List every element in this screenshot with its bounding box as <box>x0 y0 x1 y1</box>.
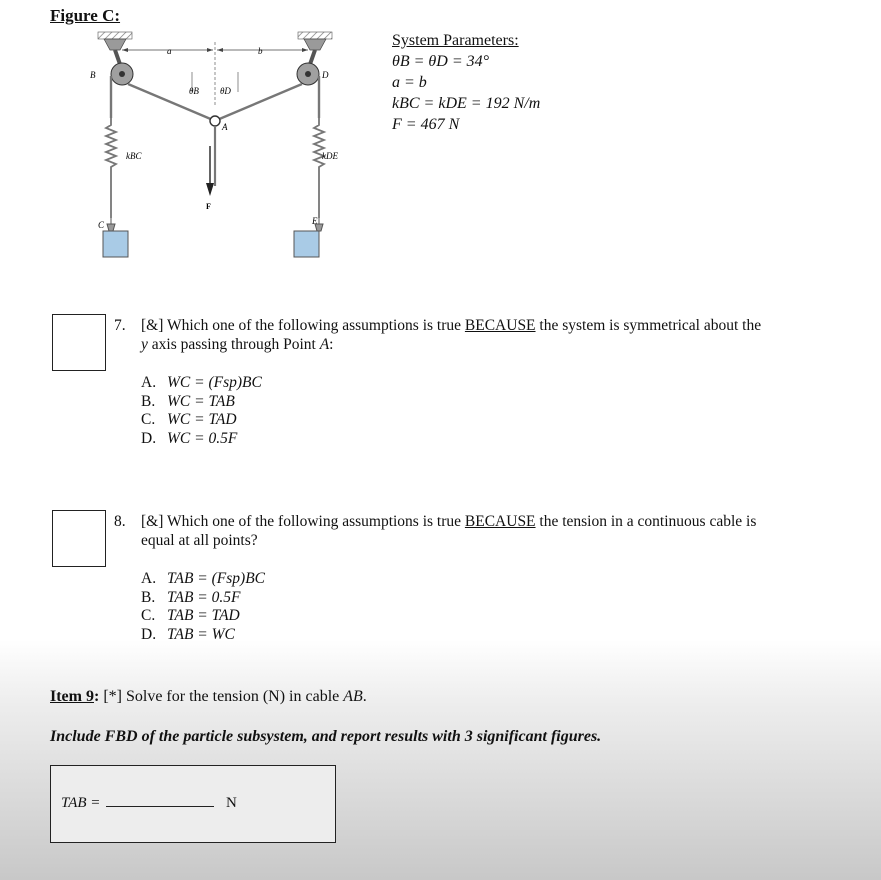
item9-instruction: Include FBD of the particle subsystem, and report results with 3 significant figures. <box>50 728 602 745</box>
q8-option-b: B. TAB = 0.5F <box>141 588 241 606</box>
q8-tag: [&] <box>141 513 164 530</box>
cable-ab <box>128 84 213 120</box>
answer-input[interactable] <box>106 792 214 807</box>
label-force-f: F <box>206 202 211 211</box>
block-c <box>103 231 128 257</box>
param-a-b: a = b <box>392 74 427 91</box>
param-theta: θB = θD = 34° <box>392 53 490 70</box>
label-theta-d: θD <box>220 86 231 96</box>
pulley-system-diagram <box>80 28 370 268</box>
label-d-point: D <box>322 70 329 80</box>
figure-title: Figure C: <box>50 6 121 25</box>
q7-answer-box[interactable] <box>52 314 106 371</box>
answer-box-tab <box>50 765 336 843</box>
item9-prompt: Item 9: [*] Solve for the tension (N) in cable AB. <box>50 688 367 705</box>
spring-bc <box>106 118 116 218</box>
q8-options <box>141 570 265 644</box>
label-a: a <box>167 46 172 56</box>
q7-because: BECAUSE <box>464 317 536 334</box>
item9-label: Item 9 <box>50 688 94 705</box>
label-b: b <box>258 46 263 56</box>
block-e <box>294 231 319 257</box>
q7-options <box>141 374 262 448</box>
q7-tag: [&] <box>141 317 164 334</box>
param-k: kBC = kDE = 192 N/m <box>392 95 541 112</box>
right-ceiling-support <box>298 32 332 50</box>
q7-option-d: D. WC = 0.5F <box>141 429 238 447</box>
q7-question: 7. [&] Which one of the following assumptions is true BECAUSE the system is symmetrical about the y axis passing through Point A: <box>114 317 762 353</box>
q7-number: 7. <box>114 317 126 334</box>
param-force: F = 467 N <box>392 116 460 133</box>
q8-option-d: D. TAB = WC <box>141 625 235 643</box>
params-header: System Parameters: <box>392 32 519 49</box>
label-b-point: B <box>90 70 96 80</box>
label-a-point: A <box>222 122 228 132</box>
q7-option-a: A. WC = (Fsp)BC <box>141 374 262 391</box>
q8-because: BECAUSE <box>464 513 536 530</box>
spring-de <box>314 118 324 218</box>
label-k-bc: kBC <box>126 151 142 161</box>
q7-option-c: C. WC = TAD <box>141 411 237 428</box>
pulley-b <box>111 63 133 85</box>
label-k-de: kDE <box>322 151 338 161</box>
pulley-d <box>297 63 319 85</box>
left-ceiling-support <box>98 32 132 50</box>
label-theta-b: θB <box>189 86 199 96</box>
item9-tag: [*] <box>103 688 122 705</box>
q8-option-a: A. TAB = (Fsp)BC <box>141 570 265 587</box>
q8-number: 8. <box>114 513 126 530</box>
q7-option-b: B. WC = TAB <box>141 392 235 410</box>
q8-answer-box[interactable] <box>52 510 106 567</box>
answer-variable: TAB = <box>61 795 101 811</box>
answer-unit: N <box>225 795 237 811</box>
label-e-point: E <box>312 216 318 226</box>
label-c-point: C <box>98 220 105 230</box>
ring-a <box>210 116 220 126</box>
system-parameters <box>392 30 540 135</box>
q8-question: 8. [&] Which one of the following assumptions is true BECAUSE the tension in a continuous cable is equal at all points? <box>114 513 757 549</box>
q8-option-c: C. TAB = TAD <box>141 607 240 624</box>
